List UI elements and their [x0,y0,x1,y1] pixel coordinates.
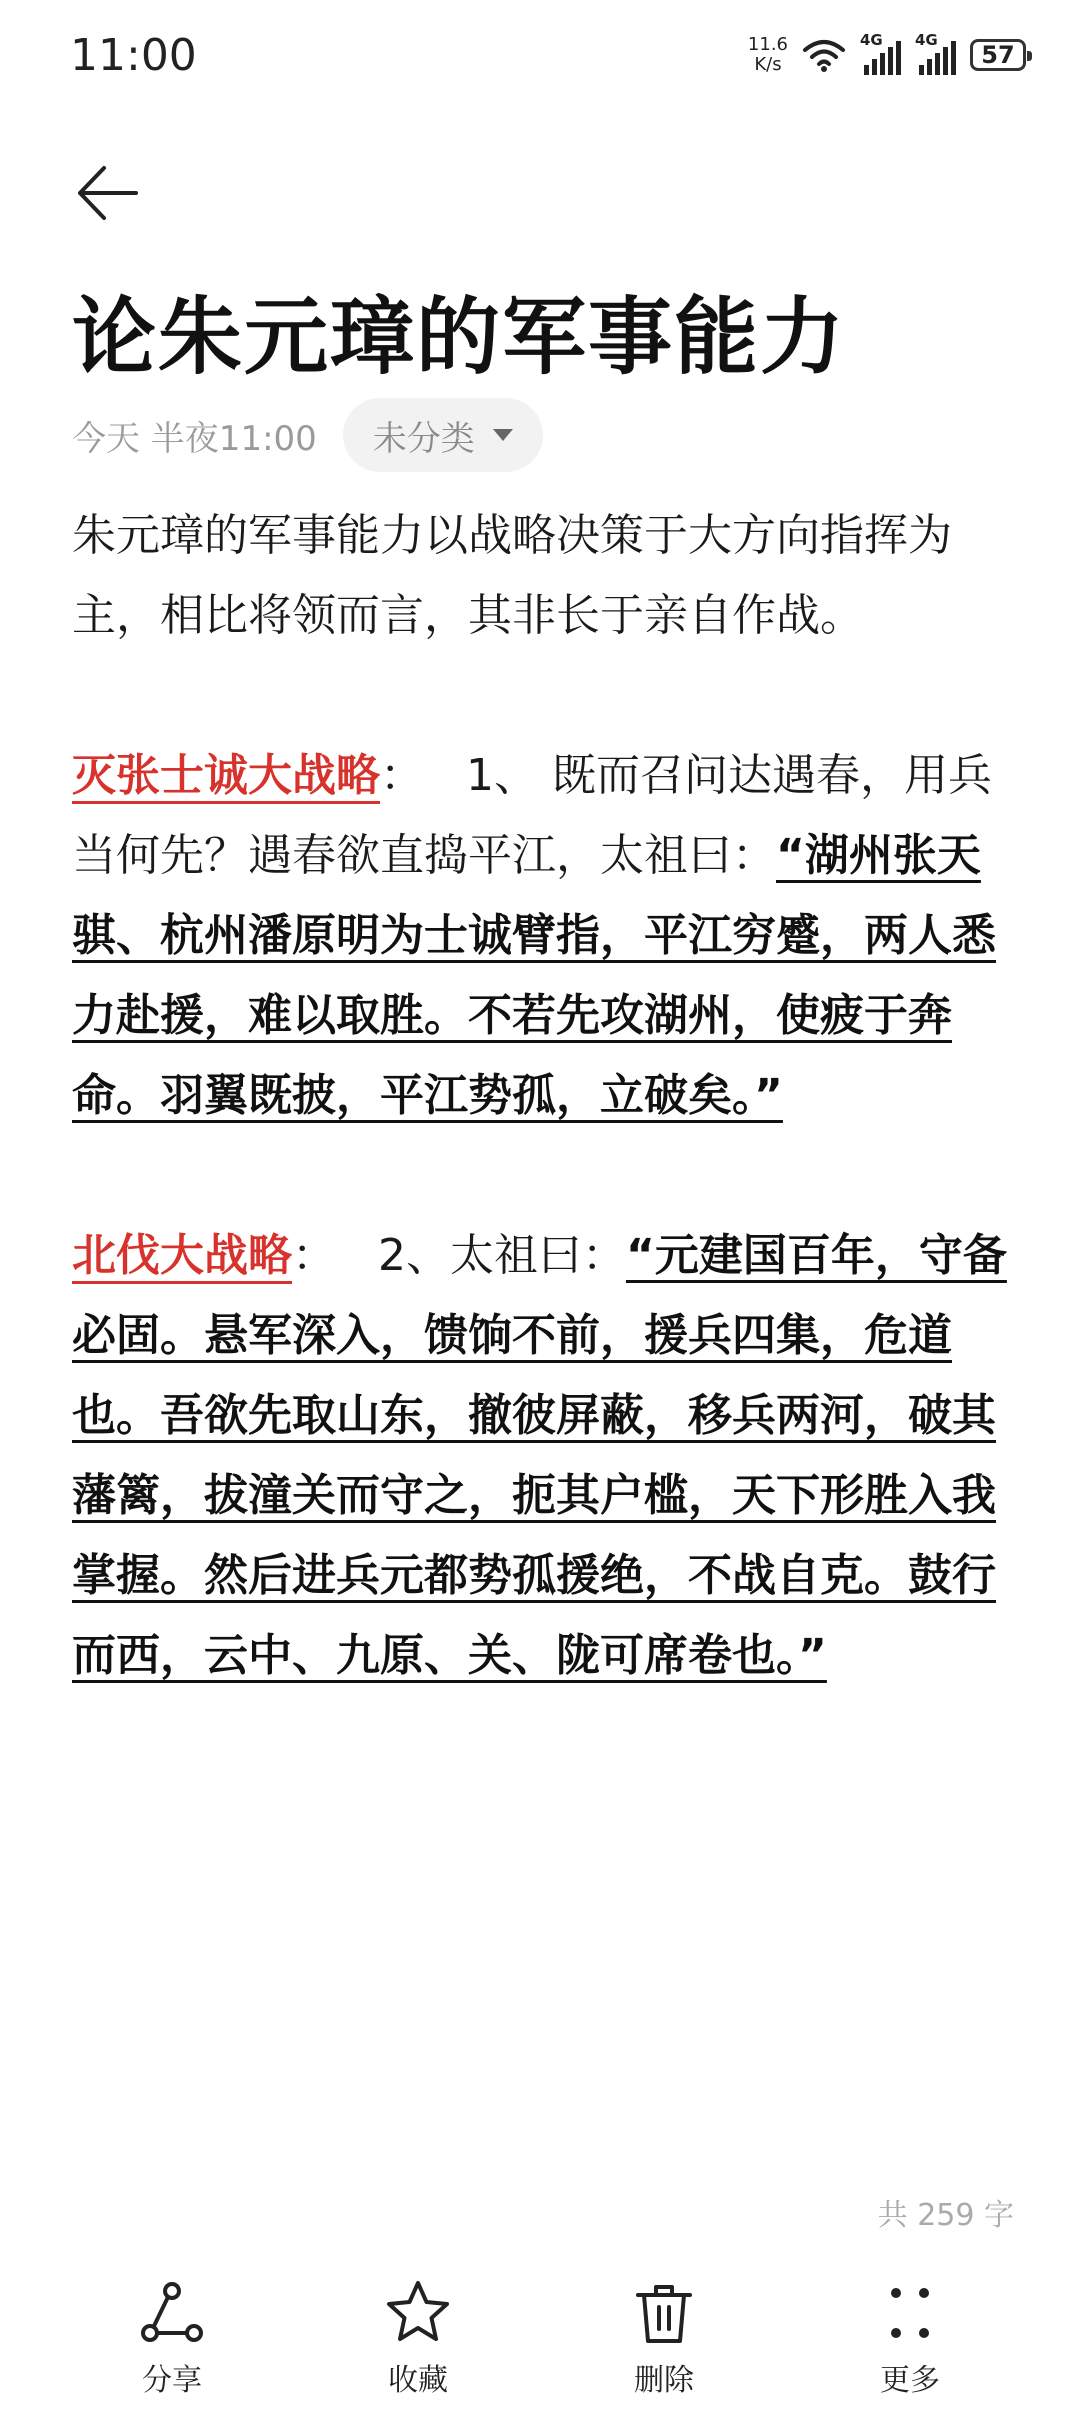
arrow-left-icon [72,158,142,228]
share-icon [136,2277,208,2349]
section-1-heading: 灭张士诚大战略 [72,750,380,804]
intro-paragraph: 朱元璋的军事能力以战略决策于大方向指挥为主，相比将领而言，其非长于亲自作战。 [72,510,952,641]
delete-label: 删除 [634,2363,694,2398]
more-label: 更多 [880,2363,940,2398]
cell-signal-icon-2 [915,31,956,75]
wifi-icon [802,37,846,73]
section-2-separator: ： [292,1230,336,1281]
word-count: 共 259 字 [877,2198,1014,2233]
note-body[interactable] [72,496,1022,1696]
caret-down-icon [493,429,513,441]
back-button[interactable] [72,158,142,228]
note-title[interactable]: 论朱元璋的军事能力 [72,288,847,386]
signal-label-1: 4G [860,31,883,49]
section-2-paragraph [72,1216,1022,1696]
share-button[interactable] [92,2277,252,2399]
section-1-separator: ： [380,750,424,801]
star-icon [382,2277,454,2349]
share-label: 分享 [142,2363,202,2398]
category-label: 未分类 [372,418,475,459]
section-2-lead: 2、太祖曰： [377,1230,626,1281]
note-meta [72,398,543,472]
signal-label-2: 4G [915,31,938,49]
note-date: 今天 半夜11:00 [72,418,317,459]
category-dropdown[interactable] [343,398,543,472]
network-speed-unit: K/s [754,54,782,75]
favorite-label: 收藏 [388,2363,448,2398]
status-bar [0,0,1084,110]
battery-icon [970,39,1026,71]
network-speed-value: 11.6 [747,34,788,55]
section-1-lead: 1、 既而召问达遇春，用兵当何先？遇春欲直捣平江，太祖曰： [72,750,992,881]
status-time: 11:00 [70,30,197,81]
more-dots-icon [874,2277,946,2349]
bottom-toolbar [0,2255,1084,2412]
section-2-heading: 北伐大战略 [72,1230,292,1284]
favorite-button[interactable] [338,2277,498,2399]
battery-level: 57 [981,41,1015,69]
network-speed [748,35,788,75]
section-1-paragraph [72,736,1022,1136]
cell-signal-icon-1 [860,31,901,75]
more-button[interactable] [830,2277,990,2399]
delete-button[interactable] [584,2277,744,2399]
section-2-quote: “元建国百年，守备必固。悬军深入，馈饷不前，援兵四集，危道也。吾欲先取山东，撤彼屏蔽，移兵两河，破其藩篱，拔潼关而守之，扼其户槛，天下形胜入我掌握。然后进兵元都势孤援绝，不战自克。鼓行而西，云中、九原、关、陇可席卷也。” [72,1230,1007,1681]
trash-icon [628,2277,700,2349]
section-1-quote: “湖州张天骐、杭州潘原明为士诚臂指，平江穷蹙，两人悉力赴援，难以取胜。不若先攻湖州，使疲于奔命。羽翼既披，平江势孤，立破矣。” [72,830,996,1121]
status-icons [748,30,1026,80]
